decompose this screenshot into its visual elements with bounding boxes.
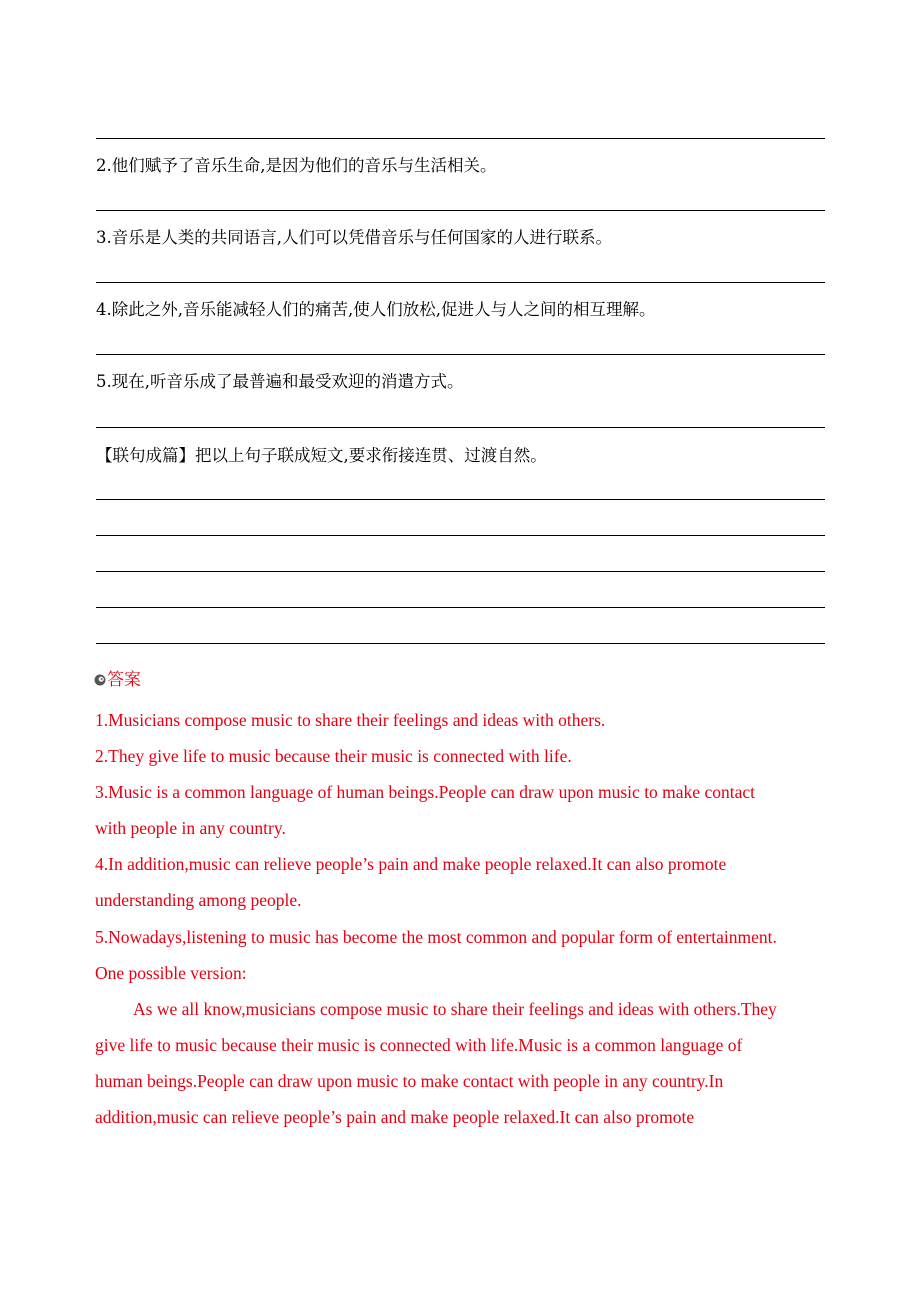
answer-line-3: 3.Music is a common language of human beings.People can draw upon music to make contact bbox=[95, 782, 755, 802]
version-paragraph-line: human beings.People can draw upon music to make contact with people in any country.In bbox=[95, 1071, 724, 1091]
version-paragraph-line: give life to music because their music is connected with life.Music is a common language of bbox=[95, 1035, 743, 1055]
answer-line[interactable] bbox=[96, 138, 825, 139]
answer-heading-label: 答案 bbox=[107, 670, 141, 690]
answer-line[interactable] bbox=[96, 210, 825, 211]
answer-line-4-cont: understanding among people. bbox=[95, 890, 302, 910]
answer-line[interactable] bbox=[96, 354, 825, 355]
answer-line[interactable] bbox=[96, 427, 825, 428]
answer-line-1: 1.Musicians compose music to share their feelings and ideas with others. bbox=[95, 710, 606, 730]
question-3: 3.音乐是人类的共同语言,人们可以凭借音乐与任何国家的人进行联系。 bbox=[96, 228, 612, 247]
answer-heading bbox=[94, 669, 141, 691]
essay-line[interactable] bbox=[96, 643, 825, 644]
question-5: 5.现在,听音乐成了最普遍和最受欢迎的消遣方式。 bbox=[96, 372, 464, 391]
essay-line[interactable] bbox=[96, 535, 825, 536]
version-heading: One possible version: bbox=[95, 963, 247, 983]
answer-line-4: 4.In addition,music can relieve people’s pain and make people relaxed.It can also promote bbox=[95, 854, 727, 874]
question-2: 2.他们赋予了音乐生命,是因为他们的音乐与生活相关。 bbox=[96, 156, 497, 175]
essay-line[interactable] bbox=[96, 571, 825, 572]
version-paragraph-line: addition,music can relieve people’s pain and make people relaxed.It can also promote bbox=[95, 1107, 695, 1127]
version-paragraph-line: As we all know,musicians compose music to share their feelings and ideas with others.They bbox=[133, 999, 777, 1019]
question-4: 4.除此之外,音乐能减轻人们的痛苦,使人们放松,促进人与人之间的相互理解。 bbox=[96, 300, 656, 319]
answer-line-3-cont: with people in any country. bbox=[95, 818, 286, 838]
answer-line-5: 5.Nowadays,listening to music has become the most common and popular form of entertainment. bbox=[95, 927, 777, 947]
essay-prompt: 【联句成篇】把以上句子联成短文,要求衔接连贯、过渡自然。 bbox=[96, 446, 547, 465]
answer-marker-icon bbox=[94, 674, 106, 686]
answer-line-2: 2.They give life to music because their music is connected with life. bbox=[95, 746, 572, 766]
essay-line[interactable] bbox=[96, 607, 825, 608]
answer-line[interactable] bbox=[96, 282, 825, 283]
essay-line[interactable] bbox=[96, 499, 825, 500]
